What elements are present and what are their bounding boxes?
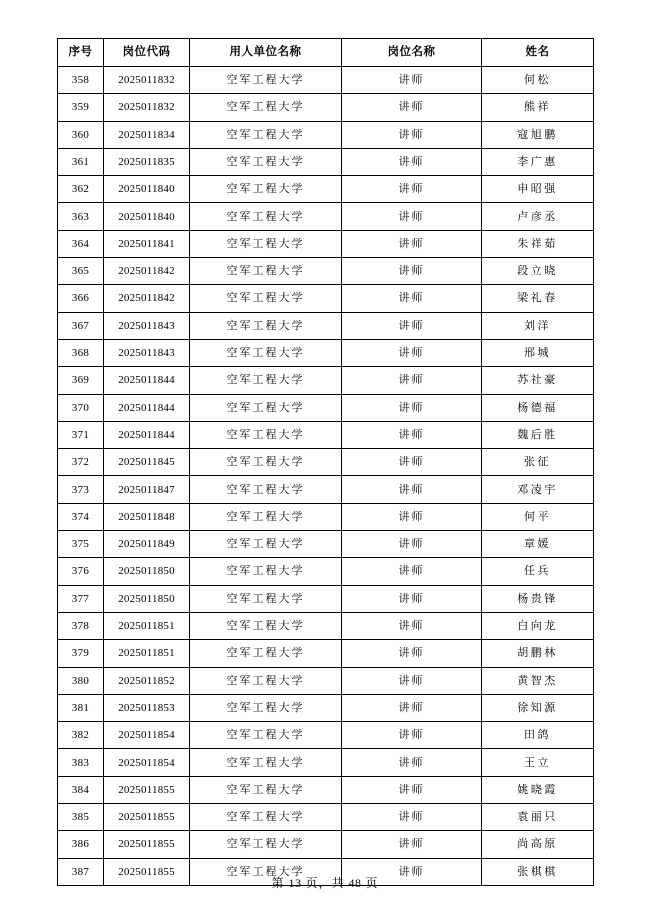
cell-unit: 空军工程大学	[190, 749, 342, 776]
cell-name: 卢彦丞	[482, 203, 594, 230]
table-row	[58, 339, 594, 366]
cell-name: 李广惠	[482, 148, 594, 175]
cell-unit: 空军工程大学	[190, 503, 342, 530]
table-row	[58, 804, 594, 831]
column-header-name: 姓名	[482, 39, 594, 67]
cell-seq: 362	[58, 176, 104, 203]
cell-code: 2025011844	[104, 421, 190, 448]
cell-post: 讲师	[342, 558, 482, 585]
cell-seq: 382	[58, 722, 104, 749]
cell-post: 讲师	[342, 503, 482, 530]
cell-unit: 空军工程大学	[190, 667, 342, 694]
cell-post: 讲师	[342, 640, 482, 667]
cell-code: 2025011841	[104, 230, 190, 257]
cell-post: 讲师	[342, 667, 482, 694]
cell-code: 2025011845	[104, 449, 190, 476]
cell-unit: 空军工程大学	[190, 694, 342, 721]
cell-name: 袁丽只	[482, 804, 594, 831]
cell-unit: 空军工程大学	[190, 858, 342, 885]
table-row	[58, 776, 594, 803]
cell-post: 讲师	[342, 94, 482, 121]
cell-seq: 358	[58, 67, 104, 94]
cell-seq: 361	[58, 148, 104, 175]
cell-post: 讲师	[342, 67, 482, 94]
cell-seq: 363	[58, 203, 104, 230]
cell-name: 姚晓霞	[482, 776, 594, 803]
cell-seq: 381	[58, 694, 104, 721]
cell-unit: 空军工程大学	[190, 831, 342, 858]
cell-code: 2025011843	[104, 339, 190, 366]
table-row	[58, 694, 594, 721]
cell-code: 2025011851	[104, 612, 190, 639]
cell-seq: 370	[58, 394, 104, 421]
cell-name: 任兵	[482, 558, 594, 585]
cell-unit: 空军工程大学	[190, 612, 342, 639]
cell-unit: 空军工程大学	[190, 476, 342, 503]
cell-unit: 空军工程大学	[190, 258, 342, 285]
cell-unit: 空军工程大学	[190, 176, 342, 203]
table-row	[58, 449, 594, 476]
cell-unit: 空军工程大学	[190, 339, 342, 366]
table-row	[58, 503, 594, 530]
cell-code: 2025011847	[104, 476, 190, 503]
cell-seq: 375	[58, 531, 104, 558]
cell-post: 讲师	[342, 121, 482, 148]
table-row	[58, 285, 594, 312]
cell-post: 讲师	[342, 394, 482, 421]
cell-name: 邓凌宇	[482, 476, 594, 503]
cell-code: 2025011844	[104, 367, 190, 394]
cell-unit: 空军工程大学	[190, 531, 342, 558]
table-row	[58, 531, 594, 558]
cell-seq: 360	[58, 121, 104, 148]
cell-post: 讲师	[342, 312, 482, 339]
cell-post: 讲师	[342, 476, 482, 503]
cell-name: 邢城	[482, 339, 594, 366]
cell-post: 讲师	[342, 749, 482, 776]
table-row	[58, 94, 594, 121]
table-row	[58, 394, 594, 421]
cell-name: 刘洋	[482, 312, 594, 339]
cell-post: 讲师	[342, 722, 482, 749]
cell-name: 申昭强	[482, 176, 594, 203]
cell-seq: 359	[58, 94, 104, 121]
cell-name: 胡鹏林	[482, 640, 594, 667]
cell-seq: 373	[58, 476, 104, 503]
footer-middle: 页，共	[305, 876, 345, 890]
footer-prefix: 第	[271, 876, 285, 890]
cell-post: 讲师	[342, 203, 482, 230]
cell-seq: 371	[58, 421, 104, 448]
cell-code: 2025011852	[104, 667, 190, 694]
cell-code: 2025011850	[104, 558, 190, 585]
cell-name: 何平	[482, 503, 594, 530]
footer-suffix: 页	[365, 876, 379, 890]
cell-unit: 空军工程大学	[190, 585, 342, 612]
cell-code: 2025011855	[104, 776, 190, 803]
table-row	[58, 121, 594, 148]
cell-unit: 空军工程大学	[190, 203, 342, 230]
cell-code: 2025011853	[104, 694, 190, 721]
cell-code: 2025011843	[104, 312, 190, 339]
cell-seq: 369	[58, 367, 104, 394]
cell-name: 寇旭鹏	[482, 121, 594, 148]
column-header-code: 岗位代码	[104, 39, 190, 67]
cell-seq: 365	[58, 258, 104, 285]
cell-post: 讲师	[342, 612, 482, 639]
cell-seq: 377	[58, 585, 104, 612]
roster-table	[57, 38, 594, 886]
cell-seq: 378	[58, 612, 104, 639]
cell-post: 讲师	[342, 367, 482, 394]
cell-post: 讲师	[342, 230, 482, 257]
table-row	[58, 558, 594, 585]
cell-post: 讲师	[342, 176, 482, 203]
cell-seq: 372	[58, 449, 104, 476]
table-row	[58, 640, 594, 667]
cell-seq: 364	[58, 230, 104, 257]
cell-code: 2025011832	[104, 94, 190, 121]
cell-seq: 376	[58, 558, 104, 585]
cell-code: 2025011851	[104, 640, 190, 667]
table-row	[58, 230, 594, 257]
cell-name: 王立	[482, 749, 594, 776]
cell-code: 2025011855	[104, 858, 190, 885]
cell-post: 讲师	[342, 339, 482, 366]
cell-post: 讲师	[342, 776, 482, 803]
cell-name: 白向龙	[482, 612, 594, 639]
cell-post: 讲师	[342, 531, 482, 558]
cell-seq: 379	[58, 640, 104, 667]
table-row	[58, 476, 594, 503]
cell-unit: 空军工程大学	[190, 394, 342, 421]
cell-name: 张棋棋	[482, 858, 594, 885]
cell-unit: 空军工程大学	[190, 367, 342, 394]
cell-post: 讲师	[342, 804, 482, 831]
cell-code: 2025011840	[104, 176, 190, 203]
cell-name: 苏社豪	[482, 367, 594, 394]
footer-total-pages: 48	[348, 876, 362, 890]
cell-unit: 空军工程大学	[190, 230, 342, 257]
cell-post: 讲师	[342, 258, 482, 285]
table-row	[58, 585, 594, 612]
cell-post: 讲师	[342, 694, 482, 721]
cell-unit: 空军工程大学	[190, 148, 342, 175]
cell-seq: 383	[58, 749, 104, 776]
cell-post: 讲师	[342, 421, 482, 448]
cell-post: 讲师	[342, 831, 482, 858]
cell-unit: 空军工程大学	[190, 121, 342, 148]
cell-post: 讲师	[342, 285, 482, 312]
cell-unit: 空军工程大学	[190, 67, 342, 94]
cell-seq: 385	[58, 804, 104, 831]
cell-code: 2025011848	[104, 503, 190, 530]
cell-code: 2025011849	[104, 531, 190, 558]
cell-post: 讲师	[342, 449, 482, 476]
column-header-unit: 用人单位名称	[190, 39, 342, 67]
cell-seq: 366	[58, 285, 104, 312]
cell-name: 杨德福	[482, 394, 594, 421]
table-row	[58, 831, 594, 858]
table-row	[58, 421, 594, 448]
cell-name: 何松	[482, 67, 594, 94]
cell-unit: 空军工程大学	[190, 722, 342, 749]
cell-unit: 空军工程大学	[190, 776, 342, 803]
page-footer	[0, 874, 650, 891]
cell-code: 2025011854	[104, 722, 190, 749]
cell-seq: 386	[58, 831, 104, 858]
cell-unit: 空军工程大学	[190, 94, 342, 121]
cell-name: 魏后胜	[482, 421, 594, 448]
cell-seq: 384	[58, 776, 104, 803]
column-header-post: 岗位名称	[342, 39, 482, 67]
table-row	[58, 67, 594, 94]
cell-code: 2025011854	[104, 749, 190, 776]
cell-code: 2025011842	[104, 258, 190, 285]
cell-name: 梁礼春	[482, 285, 594, 312]
cell-code: 2025011855	[104, 804, 190, 831]
cell-name: 田鸽	[482, 722, 594, 749]
cell-seq: 380	[58, 667, 104, 694]
cell-code: 2025011855	[104, 831, 190, 858]
table-row	[58, 176, 594, 203]
table-row	[58, 367, 594, 394]
table-row	[58, 749, 594, 776]
cell-post: 讲师	[342, 858, 482, 885]
cell-name: 杨贵锋	[482, 585, 594, 612]
table-row	[58, 667, 594, 694]
table-row	[58, 312, 594, 339]
cell-unit: 空军工程大学	[190, 312, 342, 339]
cell-seq: 374	[58, 503, 104, 530]
cell-name: 朱祥茹	[482, 230, 594, 257]
table-header	[58, 39, 594, 67]
cell-post: 讲师	[342, 585, 482, 612]
cell-code: 2025011842	[104, 285, 190, 312]
cell-seq: 368	[58, 339, 104, 366]
cell-unit: 空军工程大学	[190, 421, 342, 448]
cell-unit: 空军工程大学	[190, 285, 342, 312]
cell-seq: 367	[58, 312, 104, 339]
footer-current-page: 13	[288, 876, 302, 890]
table-row	[58, 203, 594, 230]
cell-code: 2025011835	[104, 148, 190, 175]
cell-code: 2025011844	[104, 394, 190, 421]
cell-name: 徐知源	[482, 694, 594, 721]
cell-name: 章媛	[482, 531, 594, 558]
cell-code: 2025011832	[104, 67, 190, 94]
table-body	[58, 67, 594, 886]
column-header-seq: 序号	[58, 39, 104, 67]
cell-code: 2025011840	[104, 203, 190, 230]
cell-post: 讲师	[342, 148, 482, 175]
table-row	[58, 148, 594, 175]
cell-unit: 空军工程大学	[190, 640, 342, 667]
table-row	[58, 612, 594, 639]
table-row	[58, 722, 594, 749]
cell-name: 段立晓	[482, 258, 594, 285]
table-header-row	[58, 39, 594, 67]
cell-name: 黄智杰	[482, 667, 594, 694]
cell-code: 2025011834	[104, 121, 190, 148]
cell-unit: 空军工程大学	[190, 804, 342, 831]
table-row	[58, 258, 594, 285]
cell-seq: 387	[58, 858, 104, 885]
cell-unit: 空军工程大学	[190, 449, 342, 476]
cell-name: 尚高原	[482, 831, 594, 858]
cell-code: 2025011850	[104, 585, 190, 612]
cell-unit: 空军工程大学	[190, 558, 342, 585]
cell-name: 张征	[482, 449, 594, 476]
cell-name: 熊祥	[482, 94, 594, 121]
